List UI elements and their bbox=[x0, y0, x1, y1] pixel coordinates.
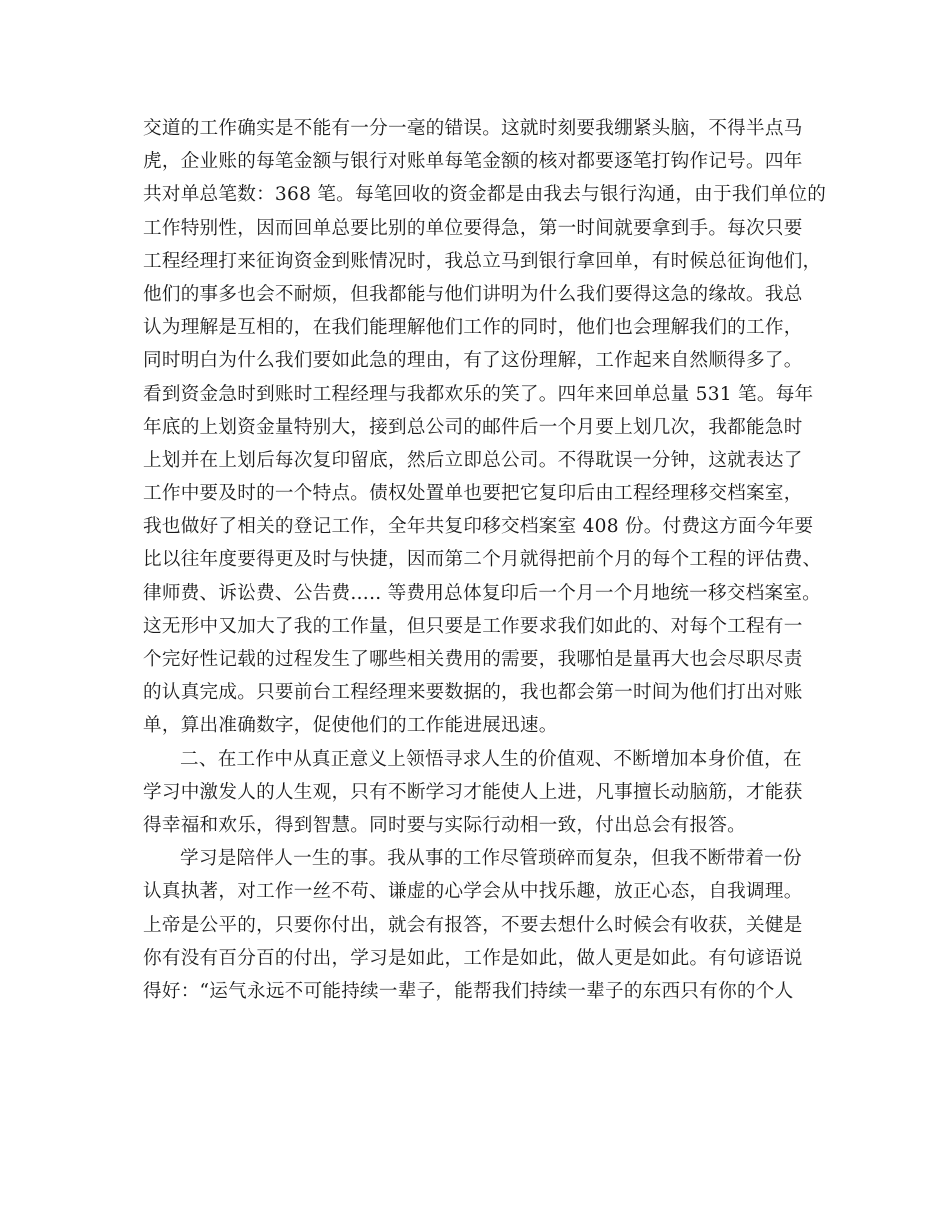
text-line: 工程经理打来征询资金到账情况时，我总立马到银行拿回单，有时候总征询他们， bbox=[143, 250, 822, 272]
text-line: 二、在工作中从真正意义上领悟寻求人生的价值观、不断增加本身价值，在 bbox=[180, 748, 802, 770]
text-line: 我也做好了相关的登记工作，全年共复印移交档案室 408 份。付费这方面今年要 bbox=[143, 516, 814, 538]
text-line: 得幸福和欢乐，得到智慧。同时要与实际行动相一致，付出总会有报答。 bbox=[143, 814, 747, 836]
text-line: 个完好性记载的过程发生了哪些相关费用的需要，我哪怕是量再大也会尽职尽责 bbox=[143, 649, 803, 670]
text-line: 工作中要及时的一个特点。债权处置单也要把它复印后由工程经理移交档案室， bbox=[143, 483, 803, 505]
body-text bbox=[143, 112, 827, 1008]
text-line: 工作特别性，因而回单总要比别的单位要得急，第一时间就要拿到手。每次只要 bbox=[143, 217, 803, 239]
text-line: 他们的事多也会不耐烦，但我都能与他们讲明为什么我们要得这急的缘故。我总 bbox=[143, 283, 803, 305]
text-line: 这无形中又加大了我的工作量，但只要是工作要求我们如此的、对每个工程有一 bbox=[143, 615, 803, 637]
text-line: 得好：“运气永远不可能持续一辈子，能帮我们持续一辈子的东西只有你的个人 bbox=[143, 980, 794, 1002]
text-line: 上帝是公平的，只要你付出，就会有报答，不要去想什么时候会有收获，关健是 bbox=[143, 914, 803, 936]
text-line: 你有没有百分百的付出，学习是如此，工作是如此，做人更是如此。有句谚语说 bbox=[143, 947, 803, 969]
text-line: 单，算出准确数字，促使他们的工作能进展迅速。 bbox=[143, 715, 558, 737]
text-line: 的认真完成。只要前台工程经理来要数据的，我也都会第一时间为他们打出对账 bbox=[143, 682, 803, 704]
text-line: 虎，企业账的每笔金额与银行对账单每笔金额的核对都要逐笔打钩作记号。四年 bbox=[143, 151, 803, 173]
text-line: 共对单总笔数：368 笔。每笔回收的资金都是由我去与银行沟通，由于我们单位的 bbox=[143, 184, 827, 206]
text-line: 交道的工作确实是不能有一分一毫的错误。这就时刻要我绷紧头脑，不得半点马 bbox=[143, 118, 803, 139]
text-line: 同时明白为什么我们要如此急的理由，有了这份理解，工作起来自然顺得多了。 bbox=[143, 350, 803, 372]
text-line: 看到资金急时到账时工程经理与我都欢乐的笑了。四年来回单总量 531 笔。每年 bbox=[143, 383, 814, 405]
text-line: 比以往年度要得更及时与快捷，因而第二个月就得把前个月的每个工程的评估费、 bbox=[143, 549, 822, 571]
text-line: 学习中激发人的人生观，只有不断学习才能使人上进，凡事擅长动脑筋，才能获 bbox=[143, 781, 803, 803]
text-line: 认为理解是互相的，在我们能理解他们工作的同时，他们也会理解我们的工作， bbox=[143, 317, 803, 339]
text-line: 年底的上划资金量特别大，接到总公司的邮件后一个月要上划几次，我都能急时 bbox=[143, 416, 803, 438]
text-line: 上划并在上划后每次复印留底，然后立即总公司。不得耽误一分钟，这就表达了 bbox=[143, 449, 803, 471]
text-line: 认真执著，对工作一丝不苟、谦虚的心学会从中找乐趣，放正心态，自我调理。 bbox=[143, 881, 803, 903]
text-line: 律师费、诉讼费、公告费….. 等费用总体复印后一个月一个月地统一移交档案室。 bbox=[143, 582, 822, 604]
text-line: 学习是陪伴人一生的事。我从事的工作尽管琐碎而复杂，但我不断带着一份 bbox=[180, 848, 802, 870]
